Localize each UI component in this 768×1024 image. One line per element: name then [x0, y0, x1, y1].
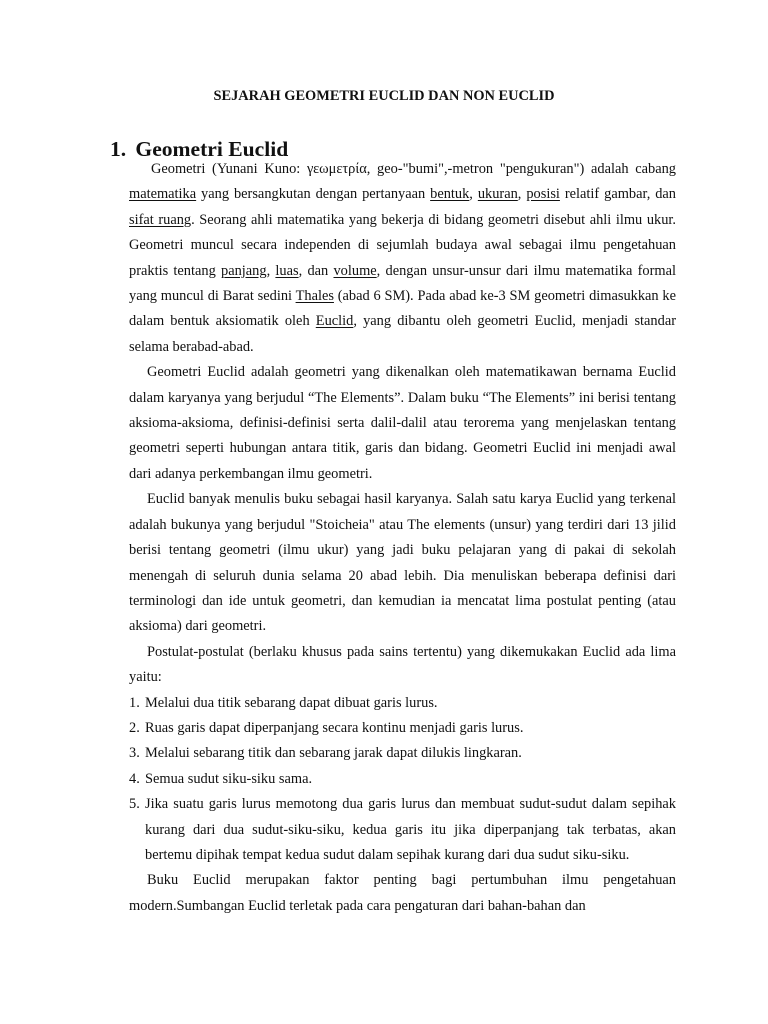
section-number: 1. [110, 137, 127, 161]
text-run: , [266, 262, 276, 279]
list-item [129, 741, 676, 766]
list-item-text: Ruas garis dapat diperpanjang secara kontinu menjadi garis lurus. [145, 719, 524, 736]
list-item [129, 716, 676, 741]
paragraph-intro [129, 157, 676, 360]
list-item [129, 691, 676, 716]
link-posisi[interactable]: posisi [526, 186, 560, 203]
link-luas[interactable]: luas [275, 262, 299, 279]
text-run: , [469, 186, 478, 203]
paragraph-contribution: Buku Euclid merupakan faktor penting bagi pertumbuhan ilmu pengetahuan modern.Sumbangan Euclid terletak pada cara pengaturan dari bahan-bahan dan [129, 872, 676, 914]
link-thales[interactable]: Thales [295, 288, 334, 305]
list-item-text: Jika suatu garis lurus memotong dua garis lurus dan membuat sudut-sudut dalam sepihak kurang dari dua sudut-siku-siku, kedua garis itu jika diperpanjang tak terbatas, akan bertemu dipihak tempat kedua sudut dalam sepihak kurang dari dua sudut siku-siku. [145, 796, 676, 863]
list-item [129, 767, 676, 792]
text-run: (abad 6 SM). Pada abad ke-3 SM geometri dimasukkan ke dalam bentuk aksiomatik oleh [129, 288, 676, 330]
postulate-list [129, 691, 676, 869]
paragraph-elements: Geometri Euclid adalah geometri yang dikenalkan oleh matematikawan bernama Euclid dalam karyanya yang berjudul “The Elements”. Dalam buku “The Elements” ini berisi tentang aksioma-aksioma, definisi-definisi serta dalil-dalil atau terorema yang menjelaskan tentang geometri seperti hubungan antara titik, garis dan bidang. Geometri Euclid ini menjadi awal dari adanya perkembangan ilmu geometri. [129, 364, 676, 482]
link-ukuran[interactable]: ukuran [477, 186, 518, 203]
link-volume[interactable]: volume [333, 262, 377, 279]
list-item-number: 2. [129, 719, 140, 736]
link-panjang[interactable]: panjang [221, 262, 267, 279]
list-item-text: Semua sudut siku-siku sama. [145, 770, 313, 787]
list-item-number: 3. [129, 745, 140, 762]
paragraph-stoicheia: Euclid banyak menulis buku sebagai hasil karyanya. Salah satu karya Euclid yang terkenal adalah bukunya yang berjudul "Stoicheia" atau The elements (unsur) yang terdiri dari 13 jilid berisi tentang geometri (ilmu ukur) yang jadi buku pelajaran yang di pakai di sekolah menengah di seluruh dunia selama 20 abad lebih. Dia menuliskan beberapa definisi dari terminologi dan ide untuk geometri, dan kemudian ia mencatat lima postulat penting (atau aksioma) dari geometri. [129, 491, 676, 635]
text-run: yang bersangkutan dengan pertanyaan [196, 186, 431, 203]
list-item-text: Melalui dua titik sebarang dapat dibuat garis lurus. [145, 694, 438, 711]
link-matematika[interactable]: matematika [129, 186, 197, 203]
list-item-number: 5. [129, 796, 140, 813]
text-run: , dengan unsur-unsur dari ilmu matematika formal yang muncul di Barat sedini [129, 262, 676, 305]
text-run: Geometri (Yunani Kuno: γεωμετρία, geo-"bumi",-metron "pengukuran") adalah cabang [151, 161, 676, 177]
document-title: SEJARAH GEOMETRI EUCLID DAN NON EUCLID [213, 88, 555, 104]
text-run: , dan [298, 262, 334, 279]
document-body [129, 157, 676, 919]
list-item-number: 1. [129, 694, 140, 711]
text-run: , [517, 186, 527, 203]
list-item-text: Melalui sebarang titik dan sebarang jarak dapat dilukis lingkaran. [145, 745, 522, 762]
list-item-number: 4. [129, 770, 140, 787]
paragraph-postulates-intro: Postulat-postulat (berlaku khusus pada sains tertentu) yang dikemukakan Euclid ada lima yaitu: [129, 643, 676, 686]
list-item [129, 792, 676, 868]
link-sifat-ruang[interactable]: sifat ruang [129, 211, 192, 228]
text-run: . Seorang ahli matematika yang bekerja di bidang geometri disebut ahli ilmu ukur. Geometri muncul secara independen di sejumlah budaya awal sebagai ilmu pengetahuan praktis tentang [129, 211, 677, 279]
text-run: relatif gambar, dan [559, 186, 676, 203]
link-bentuk[interactable]: bentuk [430, 186, 470, 203]
section-title: Geometri Euclid [135, 137, 289, 161]
text-run: , yang dibantu oleh geometri Euclid, menjadi standar selama berabad-abad. [129, 313, 676, 355]
link-euclid[interactable]: Euclid [315, 313, 354, 330]
